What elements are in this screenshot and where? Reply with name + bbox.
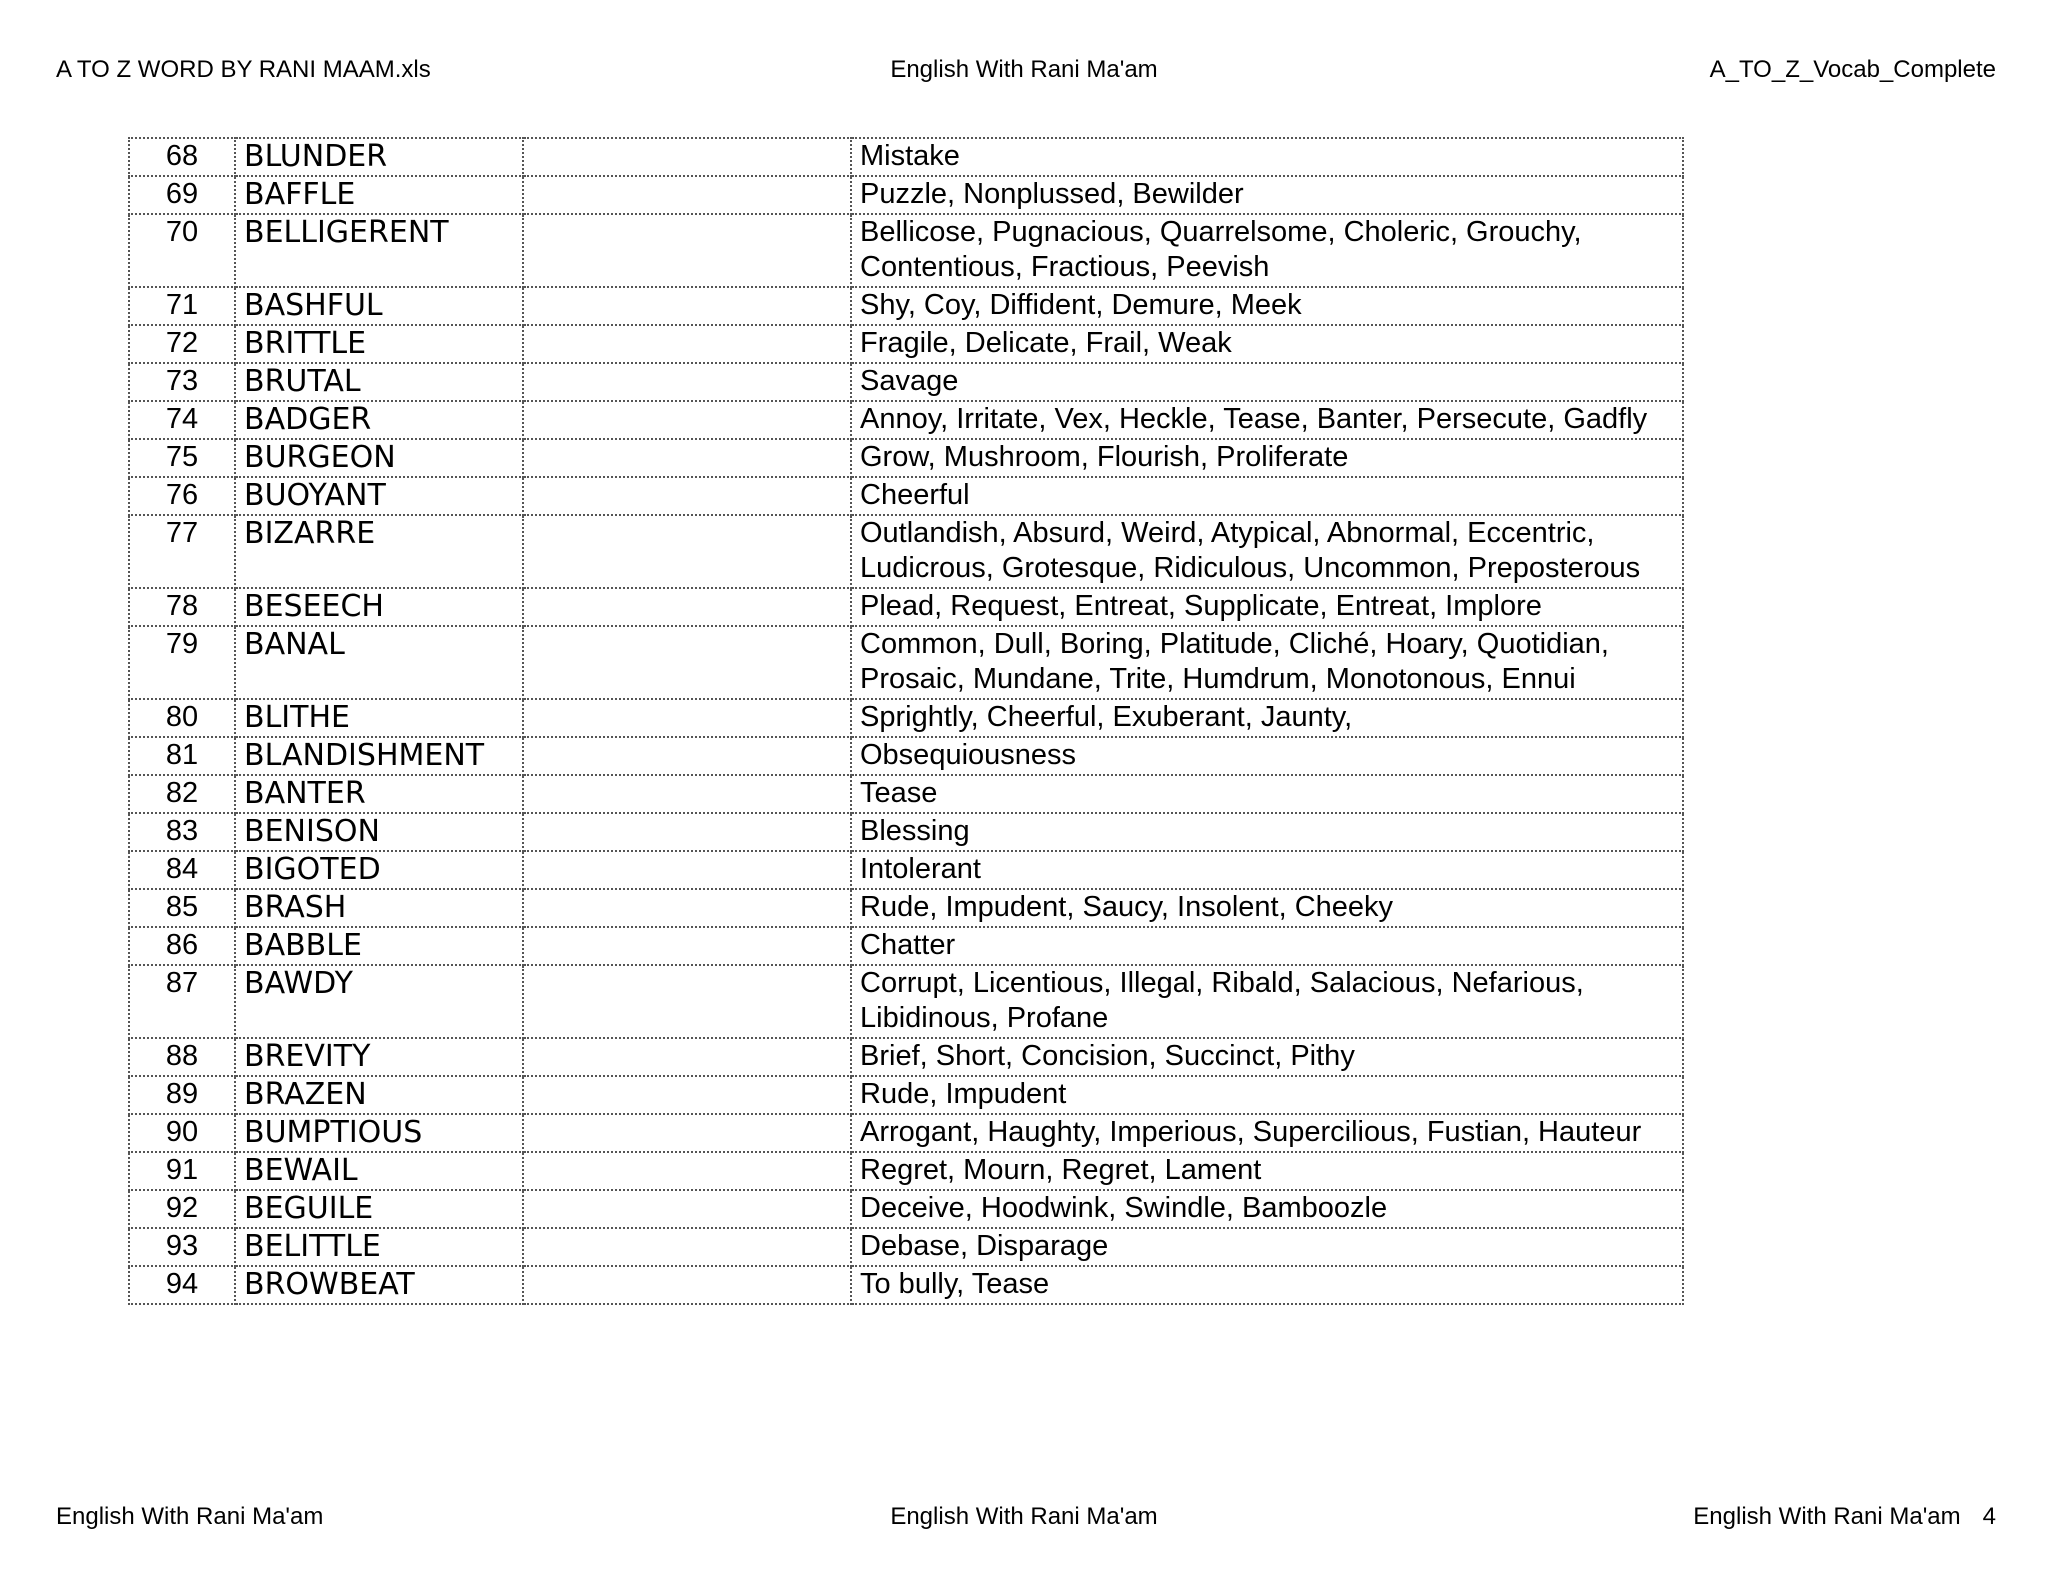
synonyms-cell	[851, 1228, 1683, 1266]
synonyms-cell	[851, 851, 1683, 889]
empty-cell	[523, 138, 851, 176]
table-row	[129, 1114, 1683, 1152]
empty-cell	[523, 965, 851, 1038]
table-row	[129, 588, 1683, 626]
empty-cell	[523, 889, 851, 927]
synonyms-line: Corrupt, Licentious, Illegal, Ribald, Salacious, Nefarious,	[860, 967, 1584, 999]
table-row	[129, 401, 1683, 439]
synonyms-cell	[851, 813, 1683, 851]
empty-cell	[523, 588, 851, 626]
empty-cell	[523, 699, 851, 737]
synonyms-cell	[851, 214, 1683, 287]
synonyms-cell	[851, 287, 1683, 325]
synonyms-line: Contentious, Fractious, Peevish	[860, 251, 1270, 283]
synonyms-line: Plead, Request, Entreat, Supplicate, Entreat, Implore	[860, 590, 1542, 622]
footer-left: English With Rani Ma'am	[56, 1503, 324, 1530]
empty-cell	[523, 1190, 851, 1228]
row-number: 79	[129, 626, 235, 699]
row-number: 84	[129, 851, 235, 889]
synonyms-line: Blessing	[860, 815, 970, 847]
table-row	[129, 1266, 1683, 1304]
table-row	[129, 1228, 1683, 1266]
row-number: 91	[129, 1152, 235, 1190]
synonyms-cell	[851, 439, 1683, 477]
vocab-word: BRASH	[235, 889, 523, 927]
synonyms-line: Regret, Mourn, Regret, Lament	[860, 1154, 1262, 1186]
row-number: 90	[129, 1114, 235, 1152]
row-number: 74	[129, 401, 235, 439]
vocab-word: BADGER	[235, 401, 523, 439]
table-row	[129, 626, 1683, 699]
footer-center: English With Rani Ma'am	[890, 1503, 1158, 1530]
synonyms-line: Obsequiousness	[860, 739, 1077, 771]
vocab-word: BENISON	[235, 813, 523, 851]
vocab-word: BAWDY	[235, 965, 523, 1038]
synonyms-line: Cheerful	[860, 479, 970, 511]
vocab-word: BLITHE	[235, 699, 523, 737]
table-row	[129, 699, 1683, 737]
synonyms-cell	[851, 477, 1683, 515]
header-sheet-name: A_TO_Z_Vocab_Complete	[1709, 56, 1996, 83]
row-number: 75	[129, 439, 235, 477]
row-number: 68	[129, 138, 235, 176]
row-number: 76	[129, 477, 235, 515]
synonyms-line: Chatter	[860, 929, 956, 961]
empty-cell	[523, 363, 851, 401]
synonyms-cell	[851, 699, 1683, 737]
row-number: 69	[129, 176, 235, 214]
empty-cell	[523, 775, 851, 813]
table-row	[129, 176, 1683, 214]
empty-cell	[523, 1038, 851, 1076]
synonyms-line: Libidinous, Profane	[860, 1002, 1109, 1034]
empty-cell	[523, 1266, 851, 1304]
vocab-word: BRITTLE	[235, 325, 523, 363]
row-number: 93	[129, 1228, 235, 1266]
vocab-word: BLANDISHMENT	[235, 737, 523, 775]
vocab-word: BANTER	[235, 775, 523, 813]
synonyms-cell	[851, 1266, 1683, 1304]
synonyms-cell	[851, 889, 1683, 927]
page-number: 4	[1982, 1503, 1996, 1530]
synonyms-cell	[851, 775, 1683, 813]
row-number: 80	[129, 699, 235, 737]
vocab-table-body	[129, 138, 1683, 1304]
vocab-word: BIZARRE	[235, 515, 523, 588]
table-row	[129, 287, 1683, 325]
vocab-word: BEWAIL	[235, 1152, 523, 1190]
table-row	[129, 363, 1683, 401]
vocab-word: BUOYANT	[235, 477, 523, 515]
synonyms-line: Outlandish, Absurd, Weird, Atypical, Abnormal, Eccentric,	[860, 517, 1595, 549]
synonyms-cell	[851, 1190, 1683, 1228]
row-number: 73	[129, 363, 235, 401]
empty-cell	[523, 1228, 851, 1266]
synonyms-line: Savage	[860, 365, 959, 397]
synonyms-cell	[851, 1114, 1683, 1152]
synonyms-cell	[851, 1038, 1683, 1076]
empty-cell	[523, 626, 851, 699]
synonyms-line: Annoy, Irritate, Vex, Heckle, Tease, Banter, Persecute, Gadfly	[860, 403, 1648, 435]
synonyms-line: Rude, Impudent, Saucy, Insolent, Cheeky	[860, 891, 1394, 923]
synonyms-line: Ludicrous, Grotesque, Ridiculous, Uncommon, Preposterous	[860, 552, 1641, 584]
row-number: 94	[129, 1266, 235, 1304]
vocab-word: BASHFUL	[235, 287, 523, 325]
table-row	[129, 325, 1683, 363]
synonyms-line: To bully, Tease	[860, 1268, 1050, 1300]
synonyms-line: Intolerant	[860, 853, 981, 885]
table-row	[129, 1076, 1683, 1114]
row-number: 77	[129, 515, 235, 588]
table-row	[129, 965, 1683, 1038]
synonyms-cell	[851, 138, 1683, 176]
vocab-word: BROWBEAT	[235, 1266, 523, 1304]
synonyms-cell	[851, 737, 1683, 775]
footer-right	[1693, 1502, 1996, 1532]
synonyms-cell	[851, 1076, 1683, 1114]
header-title: English With Rani Ma'am	[890, 56, 1158, 83]
table-row	[129, 889, 1683, 927]
table-row	[129, 851, 1683, 889]
synonyms-line: Rude, Impudent	[860, 1078, 1067, 1110]
vocab-word: BAFFLE	[235, 176, 523, 214]
row-number: 71	[129, 287, 235, 325]
empty-cell	[523, 1114, 851, 1152]
empty-cell	[523, 287, 851, 325]
row-number: 78	[129, 588, 235, 626]
vocab-word: BURGEON	[235, 439, 523, 477]
table-row	[129, 1038, 1683, 1076]
synonyms-line: Deceive, Hoodwink, Swindle, Bamboozle	[860, 1192, 1388, 1224]
synonyms-cell	[851, 927, 1683, 965]
row-number: 82	[129, 775, 235, 813]
vocab-word: BEGUILE	[235, 1190, 523, 1228]
header-filename: A TO Z WORD BY RANI MAAM.xls	[56, 56, 431, 83]
synonyms-line: Grow, Mushroom, Flourish, Proliferate	[860, 441, 1349, 473]
synonyms-line: Sprightly, Cheerful, Exuberant, Jaunty,	[860, 701, 1353, 733]
synonyms-line: Arrogant, Haughty, Imperious, Supercilious, Fustian, Hauteur	[860, 1116, 1642, 1148]
table-row	[129, 477, 1683, 515]
empty-cell	[523, 214, 851, 287]
synonyms-line: Brief, Short, Concision, Succinct, Pithy	[860, 1040, 1355, 1072]
table-row	[129, 737, 1683, 775]
vocab-table	[128, 137, 1684, 1305]
vocab-word: BUMPTIOUS	[235, 1114, 523, 1152]
row-number: 83	[129, 813, 235, 851]
footer-right-text: English With Rani Ma'am	[1693, 1503, 1961, 1530]
table-row	[129, 813, 1683, 851]
table-row	[129, 1152, 1683, 1190]
vocab-word: BABBLE	[235, 927, 523, 965]
vocab-word: BELITTLE	[235, 1228, 523, 1266]
synonyms-cell	[851, 325, 1683, 363]
vocab-word: BELLIGERENT	[235, 214, 523, 287]
row-number: 87	[129, 965, 235, 1038]
synonyms-line: Bellicose, Pugnacious, Quarrelsome, Choleric, Grouchy,	[860, 216, 1582, 248]
synonyms-cell	[851, 626, 1683, 699]
table-row	[129, 515, 1683, 588]
row-number: 81	[129, 737, 235, 775]
table-row	[129, 775, 1683, 813]
vocab-word: BESEECH	[235, 588, 523, 626]
table-row	[129, 214, 1683, 287]
synonyms-line: Debase, Disparage	[860, 1230, 1109, 1262]
empty-cell	[523, 927, 851, 965]
synonyms-cell	[851, 965, 1683, 1038]
vocab-word: BIGOTED	[235, 851, 523, 889]
synonyms-cell	[851, 1152, 1683, 1190]
row-number: 92	[129, 1190, 235, 1228]
row-number: 85	[129, 889, 235, 927]
synonyms-line: Common, Dull, Boring, Platitude, Cliché, Hoary, Quotidian,	[860, 628, 1609, 660]
row-number: 89	[129, 1076, 235, 1114]
empty-cell	[523, 737, 851, 775]
vocab-word: BRAZEN	[235, 1076, 523, 1114]
vocab-word: BLUNDER	[235, 138, 523, 176]
synonyms-cell	[851, 588, 1683, 626]
synonyms-cell	[851, 176, 1683, 214]
row-number: 70	[129, 214, 235, 287]
empty-cell	[523, 325, 851, 363]
empty-cell	[523, 439, 851, 477]
synonyms-cell	[851, 515, 1683, 588]
synonyms-line: Tease	[860, 777, 938, 809]
synonyms-line: Shy, Coy, Diffident, Demure, Meek	[860, 289, 1302, 321]
synonyms-line: Fragile, Delicate, Frail, Weak	[860, 327, 1232, 359]
empty-cell	[523, 401, 851, 439]
empty-cell	[523, 813, 851, 851]
row-number: 88	[129, 1038, 235, 1076]
vocab-word: BREVITY	[235, 1038, 523, 1076]
empty-cell	[523, 1076, 851, 1114]
empty-cell	[523, 477, 851, 515]
table-row	[129, 439, 1683, 477]
synonyms-line: Prosaic, Mundane, Trite, Humdrum, Monotonous, Ennui	[860, 663, 1576, 695]
synonyms-cell	[851, 401, 1683, 439]
table-row	[129, 1190, 1683, 1228]
vocab-word: BRUTAL	[235, 363, 523, 401]
empty-cell	[523, 851, 851, 889]
table-row	[129, 138, 1683, 176]
row-number: 86	[129, 927, 235, 965]
empty-cell	[523, 515, 851, 588]
synonyms-cell	[851, 363, 1683, 401]
synonyms-line: Puzzle, Nonplussed, Bewilder	[860, 178, 1244, 210]
table-row	[129, 927, 1683, 965]
synonyms-line: Mistake	[860, 140, 960, 172]
empty-cell	[523, 1152, 851, 1190]
vocab-word: BANAL	[235, 626, 523, 699]
empty-cell	[523, 176, 851, 214]
row-number: 72	[129, 325, 235, 363]
